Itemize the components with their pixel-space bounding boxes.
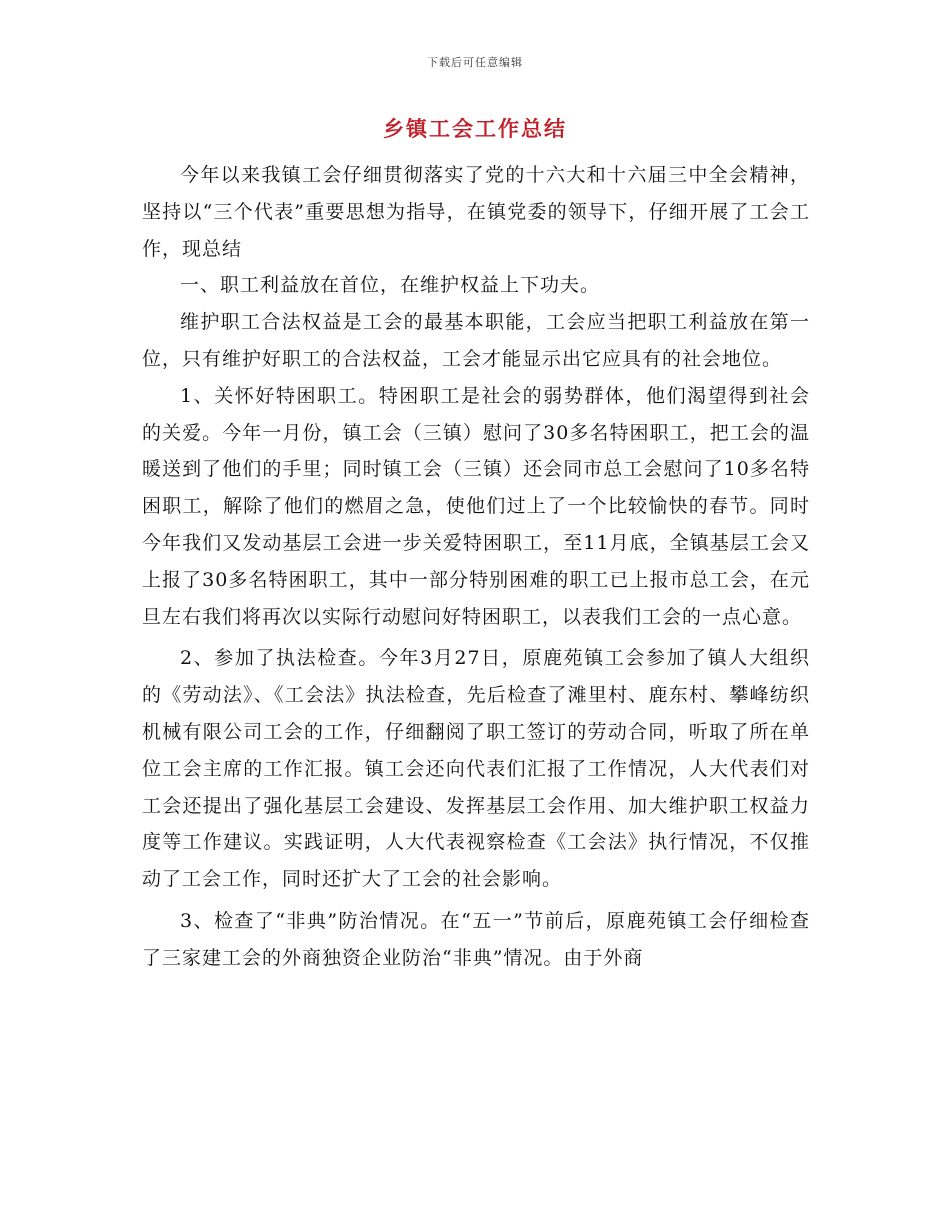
item-paragraph-3: 3、检查了“非典”防治情况。在“五一”节前后，原鹿苑镇工会仔细检查了三家建工会的外商独资企业防治“非典”情况。由于外商 — [142, 909, 810, 969]
section-heading-1: 一、职工利益放在首位，在维护权益上下功夫。 — [180, 274, 601, 297]
section-paragraph: 维护职工合法权益是工会的最基本职能，工会应当把职工利益放在第一位，只有维护好职工的合法权益，工会才能显示出它应具有的社会地位。 — [142, 311, 810, 370]
header-note: 下载后可任意编辑 — [427, 56, 523, 69]
item-paragraph-2: 2、参加了执法检查。今年3月27日，原鹿苑镇工会参加了镇人大组织的《劳动法》、《工会法》执法检查，先后检查了滩里村、鹿东村、攀峰纺织机械有限公司工会的工作，仔细翻阅了职工签订的劳动合同，听取了所在单位工会主席的工作汇报。镇工会还向代表们汇报了工作情况，人大代表们对工会还提出了强化基层工会建设、发挥基层工会作用、加大维护职工权益力度等工作建议。实践证明，人大代表视察检查《工会法》执行情况，不仅推动了工会工作，同时还扩大了工会的社会影响。 — [142, 647, 810, 891]
document-title: 乡镇工会工作总结 — [383, 117, 567, 141]
intro-paragraph: 今年以来我镇工会仔细贯彻落实了党的十六大和十六届三中全会精神，坚持以“三个代表”重要思想为指导，在镇党委的领导下，仔细开展了工会工作，现总结 — [142, 164, 810, 260]
item-paragraph-1: 1、关怀好特困职工。特困职工是社会的弱势群体，他们渴望得到社会的关爱。今年一月份，镇工会（三镇）慰问了30多名特困职工，把工会的温暖送到了他们的手里；同时镇工会（三镇）还会同市总工会慰问了10多名特困职工，解除了他们的燃眉之急，使他们过上了一个比较愉快的春节。同时今年我们又发动基层工会进一步关爱特困职工，至11月底，全镇基层工会又上报了30多名特困职工，其中一部分特别困难的职工已上报市总工会，在元旦左右我们将再次以实际行动慰问好特困职工，以表我们工会的一点心意。 — [142, 384, 810, 628]
document-body — [142, 157, 810, 977]
